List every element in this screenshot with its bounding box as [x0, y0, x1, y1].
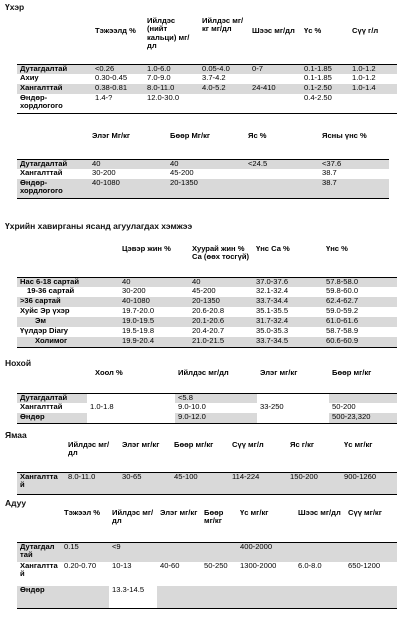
- header-cell: Элэг мг/кг: [160, 509, 198, 517]
- table-row: [17, 307, 397, 317]
- table-cell: [295, 542, 345, 562]
- header-cell: Элэг мг/кг: [260, 369, 298, 377]
- table-header-row: [17, 369, 397, 393]
- row-label: Хангалттай: [20, 403, 63, 411]
- table-cell: 0.1-1.85: [304, 74, 332, 82]
- table-cell: 8.0-11.0: [65, 472, 119, 494]
- dog-table: [17, 369, 397, 424]
- table-cell: 35.0-35.3: [256, 327, 289, 335]
- table-row: [17, 542, 397, 562]
- header-cell: Бөөр Мг/кг: [170, 132, 211, 140]
- table-cell: 1.0-6.0: [144, 64, 199, 74]
- section-title-goat: Ямаа: [5, 430, 27, 440]
- header-cell: Сүү мг/кг: [348, 509, 382, 517]
- table-header-row: [17, 245, 397, 277]
- row-label: Хангалттай: [17, 84, 92, 94]
- table-cell: 30-200: [92, 169, 116, 177]
- table-cell: 1300-2000: [240, 562, 277, 570]
- cow-ribs-table: [17, 245, 397, 348]
- table-cell: 0.1-1.85: [301, 64, 349, 74]
- table-cell: 20.6-20.8: [192, 307, 225, 315]
- table-cell: [157, 542, 201, 562]
- table-cell: 900-1260: [341, 472, 397, 494]
- header-cell: Сүү г/л: [352, 26, 379, 35]
- table-cell: 19.9-20.4: [119, 337, 189, 347]
- table-cell: 19.5-19.8: [122, 327, 155, 335]
- goat-table: [17, 441, 397, 495]
- table-cell: [329, 393, 397, 403]
- row-label: Хангалттай: [17, 472, 65, 494]
- row-label: Дутагдалтай: [17, 393, 87, 403]
- table-row: [17, 337, 397, 347]
- table-cell: 59.8-60.0: [326, 287, 359, 295]
- header-cell: Яс г/кг: [290, 441, 315, 449]
- table-cell: 150-200: [287, 472, 341, 494]
- table-row: [17, 94, 397, 113]
- table-cell: 0.20-0.70: [64, 562, 97, 570]
- table-cell: 114-224: [229, 472, 287, 494]
- row-label: >36 сартай: [17, 297, 119, 307]
- table-cell: 21.0-21.5: [189, 337, 253, 347]
- section-title-dog: Нохой: [5, 358, 32, 368]
- table-cell: [295, 586, 345, 608]
- section-title-horse: Үхэр: [5, 2, 25, 12]
- header-cell: Тэжээлд %: [95, 26, 136, 35]
- table-cell: 38.7: [319, 179, 389, 198]
- row-label: Хуйс Эр үхэр: [20, 307, 70, 315]
- table-cell: 33.7-34.4: [253, 297, 323, 307]
- table-cell: 45-200: [170, 169, 194, 177]
- header-cell: Үнс %: [326, 245, 348, 253]
- table-cell: <9: [109, 542, 157, 562]
- table-row: [17, 562, 397, 586]
- table-cell: [201, 542, 237, 562]
- table-cell: 45-200: [192, 287, 216, 295]
- table-cell: 40: [119, 277, 189, 287]
- table-cell: [249, 94, 301, 113]
- table-cell: 40: [189, 277, 253, 287]
- header-cell: Бөөр мг/кг: [332, 369, 372, 377]
- header-cell: [17, 509, 61, 542]
- table-row: [17, 159, 389, 169]
- header-cell: Хуурай жин % Са (өөх тосгүй): [192, 245, 250, 262]
- header-cell: [17, 245, 119, 277]
- header-cell: Үс мг/кг: [240, 509, 269, 517]
- table-cell: 58.7-58.9: [326, 327, 359, 335]
- table-cell: 0.30-0.45: [95, 74, 128, 82]
- row-label: Хангалттай: [20, 169, 63, 177]
- header-cell: Ийлдэс (нийт кальци) мг/дл: [147, 17, 190, 51]
- table-header-row: [17, 509, 397, 542]
- table-cell: 8.0-11.0: [144, 84, 199, 94]
- table-cell: 1.4-?: [92, 94, 144, 113]
- header-cell: Ийлдэс мг/кг мг/дл: [202, 17, 244, 34]
- table-cell: 20.1-20.6: [189, 317, 253, 327]
- table-cell: 1.0-1.2: [349, 64, 397, 74]
- table-cell: [199, 94, 249, 113]
- row-label: Өндөр-хордлогого: [17, 94, 92, 113]
- table-cell: 20.4-20.7: [192, 327, 225, 335]
- row-label: Нас 6-18 сартай: [17, 277, 119, 287]
- header-cell: Сүү мг/л: [232, 441, 264, 449]
- header-cell: Бөөр мг/кг: [174, 441, 214, 449]
- header-cell: Бөөр мг/кг: [204, 509, 224, 526]
- table-cell: 20-1350: [189, 297, 253, 307]
- header-cell: Үс мг/кг: [344, 441, 373, 449]
- table-cell: <5.8: [175, 393, 257, 403]
- header-cell: Яс %: [248, 132, 267, 140]
- header-cell: Хоол %: [95, 369, 123, 377]
- table-cell: 60.6-60.9: [323, 337, 397, 347]
- table-row: [17, 586, 397, 608]
- table-cell: [345, 542, 397, 562]
- header-cell: [17, 369, 87, 393]
- table-cell: 40-60: [160, 562, 180, 570]
- table-cell: [87, 393, 175, 403]
- table-cell: 19.0-19.5: [119, 317, 189, 327]
- row-label: Ахиу: [20, 74, 39, 82]
- header-cell: Элэг мг/кг: [122, 441, 160, 449]
- table-cell: 650-1200: [348, 562, 381, 570]
- table-cell: 50-200: [332, 403, 356, 411]
- table-cell: 0.4-2.50: [301, 94, 349, 113]
- table-cell: 6.0-8.0: [298, 562, 322, 570]
- header-cell: Цэвэр жин %: [122, 245, 171, 253]
- table-row: [17, 287, 397, 297]
- row-label: Дутагдалтай: [17, 542, 61, 562]
- table-row: [17, 64, 397, 74]
- header-cell: [17, 17, 92, 64]
- table-cell: <0.26: [92, 64, 144, 74]
- table-cell: 40-1080: [89, 179, 167, 198]
- table-header-row: [17, 132, 389, 159]
- table-cell: 40: [89, 159, 167, 169]
- table-cell: 1.0-1.4: [349, 84, 397, 94]
- table-cell: [201, 586, 237, 608]
- header-cell: Ийлдэс мг/дл: [68, 441, 110, 458]
- table-cell: [87, 413, 175, 423]
- header-cell: Ийлдэс мг/дл: [178, 369, 229, 377]
- table-cell: 1.0-1.8: [90, 403, 114, 411]
- table-row: [17, 317, 397, 327]
- table-cell: 37.0-37.6: [253, 277, 323, 287]
- table-cell: 20-1350: [167, 179, 245, 198]
- table-cell: 32.1-32.4: [256, 287, 289, 295]
- table-cell: 12.0-30.0: [144, 94, 199, 113]
- table-cell: 13.3-14.5: [109, 586, 157, 608]
- table-cell: 33-250: [260, 403, 284, 411]
- table-cell: [245, 169, 319, 179]
- table-cell: 1.0-1.2: [352, 74, 376, 82]
- horse-table-1: [17, 17, 397, 114]
- table-cell: 9.0-10.0: [178, 403, 206, 411]
- table-row: [17, 403, 397, 413]
- table-cell: 0-7: [249, 64, 301, 74]
- header-cell: [17, 441, 65, 472]
- table-cell: 500-23,320: [329, 413, 397, 423]
- table-cell: [157, 586, 201, 608]
- table-cell: 30-200: [122, 287, 146, 295]
- table-cell: 38.7: [322, 169, 337, 177]
- table-row: [17, 297, 397, 307]
- table-cell: 4.0-5.2: [199, 84, 249, 94]
- table-cell: 0.1-2.50: [301, 84, 349, 94]
- table-header-row: [17, 441, 397, 472]
- horse-2-table: [17, 509, 397, 609]
- table-cell: 59.0-59.2: [326, 307, 359, 315]
- table-cell: 50-250: [204, 562, 228, 570]
- row-label: Өндөр-хордлогого: [17, 179, 89, 198]
- table-cell: 0.38-0.81: [92, 84, 144, 94]
- header-cell: Шээс мг/дл: [252, 26, 295, 35]
- table-row: [17, 413, 397, 423]
- table-cell: [249, 74, 301, 84]
- table-cell: 0.15: [61, 542, 109, 562]
- table-cell: 40-1080: [119, 297, 189, 307]
- table-row: [17, 472, 397, 494]
- horse-table-2: [17, 132, 389, 199]
- table-cell: 400-2000: [237, 542, 295, 562]
- header-cell: Элэг Мг/кг: [92, 132, 131, 140]
- table-cell: 7.0-9.0: [147, 74, 171, 82]
- table-cell: <37.6: [319, 159, 389, 169]
- table-row: [17, 74, 397, 84]
- table-row: [17, 179, 389, 198]
- table-row: [17, 327, 397, 337]
- row-label: 19-36 сартай: [27, 287, 75, 295]
- table-cell: [257, 393, 329, 403]
- row-label: Холимог: [17, 337, 119, 347]
- header-cell: Үнс Са %: [256, 245, 290, 253]
- table-cell: 45-100: [171, 472, 229, 494]
- table-cell: 10-13: [112, 562, 132, 570]
- table-cell: [349, 94, 397, 113]
- table-row: [17, 84, 397, 94]
- row-label: Эм: [17, 317, 119, 327]
- header-cell: [17, 132, 89, 159]
- table-cell: 35.1-35.5: [256, 307, 289, 315]
- table-cell: 31.7-32.4: [253, 317, 323, 327]
- table-cell: [237, 586, 295, 608]
- table-cell: <24.5: [245, 159, 319, 169]
- table-cell: 57.8-58.0: [323, 277, 397, 287]
- table-cell: 0.05-4.0: [199, 64, 249, 74]
- table-cell: 61.0-61.6: [323, 317, 397, 327]
- section-title-cow-ribs: Үхрийн хавирганы ясанд агуулагдах хэмжээ: [5, 221, 193, 231]
- row-label: Дутагдалтай: [17, 159, 89, 169]
- table-cell: 24-410: [249, 84, 301, 94]
- table-cell: [61, 586, 109, 608]
- header-cell: Шээс мг/дл: [298, 509, 341, 517]
- section-title-horse-2: Адуу: [5, 498, 27, 508]
- table-cell: 62.4-62.7: [323, 297, 397, 307]
- row-label: Өндөр: [17, 413, 87, 423]
- row-label: Үүлдэр Diary: [20, 327, 69, 335]
- table-cell: 3.7-4.2: [202, 74, 226, 82]
- table-row: [17, 277, 397, 287]
- table-row: [17, 169, 389, 179]
- header-cell: Үс %: [304, 26, 322, 35]
- header-cell: Ийлдэс мг/дл: [112, 509, 154, 526]
- row-label: Дутагдалтай: [17, 64, 92, 74]
- table-cell: 40: [167, 159, 245, 169]
- header-cell: Ясны үнс %: [322, 132, 367, 140]
- table-cell: [245, 179, 319, 198]
- table-row: [17, 393, 397, 403]
- table-cell: [257, 413, 329, 423]
- row-label: Өндөр: [17, 586, 61, 608]
- table-cell: 30-65: [119, 472, 171, 494]
- table-cell: [345, 586, 397, 608]
- table-cell: 19.7-20.0: [122, 307, 155, 315]
- table-header-row: [17, 17, 397, 64]
- table-cell: 33.7-34.5: [253, 337, 323, 347]
- table-cell: 9.0-12.0: [175, 413, 257, 423]
- header-cell: Тэжээл %: [64, 509, 100, 517]
- row-label: Хангалттай: [20, 562, 58, 579]
